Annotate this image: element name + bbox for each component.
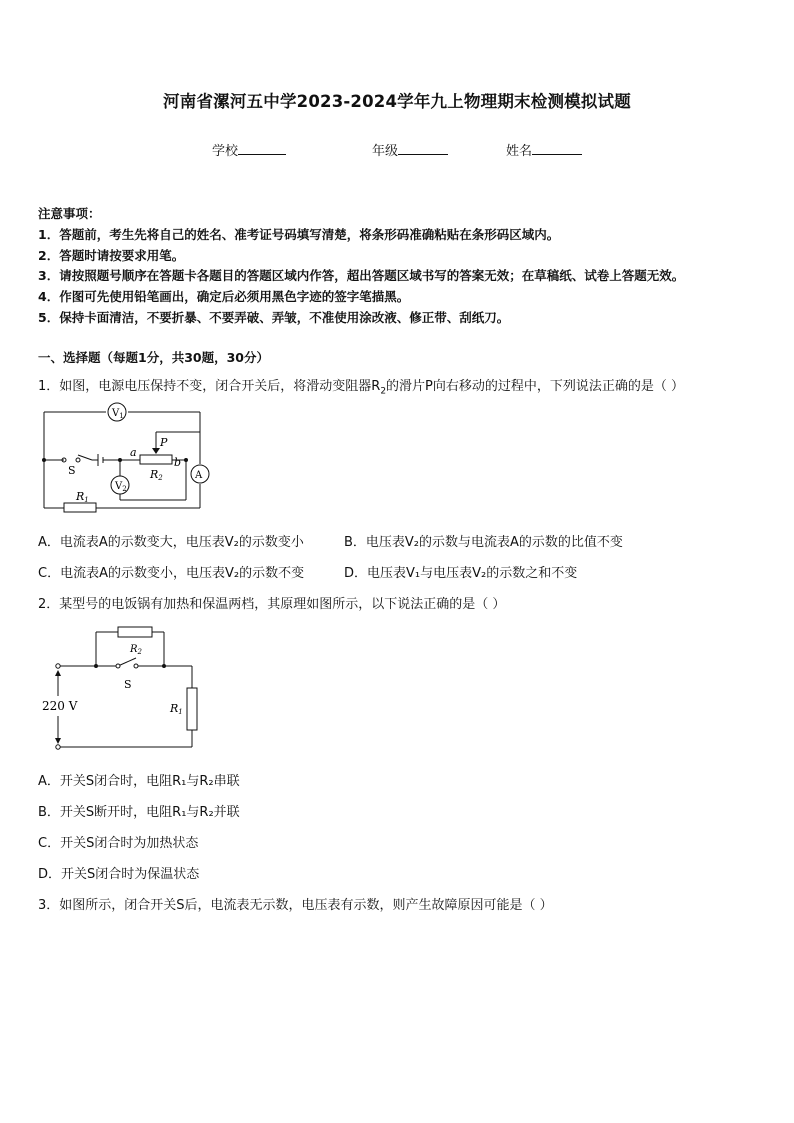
notice-item: 3．请按照题号顺序在答题卡各题目的答题区域内作答，超出答题区域书写的答案无效；在草稿纸、试卷上答题无效。 — [38, 268, 685, 283]
q2-option-d[interactable]: D．开关S闭合时为保温状态 — [38, 867, 200, 882]
point-b-label: b — [174, 456, 182, 469]
q1-option-a[interactable]: A．电流表A的示数变大，电压表V₂的示数变小 — [38, 535, 304, 550]
q1-option-c[interactable]: C．电流表A的示数变小，电压表V₂的示数不变 — [38, 566, 305, 581]
name-field — [506, 140, 582, 159]
grade-label: 年级 — [372, 144, 399, 159]
grade-blank[interactable] — [398, 141, 448, 155]
grade-field — [372, 140, 448, 159]
exam-title: 河南省漯河五中学2023-2024学年九上物理期末检测模拟试题 — [163, 92, 631, 111]
q2-option-b[interactable]: B．开关S断开时，电阻R₁与R₂并联 — [38, 805, 240, 820]
notice-item: 2．答题时请按要求用笔。 — [38, 248, 185, 263]
notice-item: 1．答题前，考生先将自己的姓名、准考证号码填写清楚，将条形码准确粘贴在条形码区域内。 — [38, 227, 560, 242]
point-a-label: a — [130, 446, 137, 459]
section-heading: 一、选择题（每题1分，共30题，30分） — [38, 350, 269, 365]
school-label: 学校 — [212, 144, 239, 159]
q1-option-b[interactable]: B．电压表V₂的示数与电流表A的示数的比值不变 — [344, 535, 623, 550]
question-1-circuit-diagram — [36, 400, 216, 518]
q2-option-a[interactable]: A．开关S闭合时，电阻R₁与R₂串联 — [38, 774, 240, 789]
name-label: 姓名 — [506, 144, 533, 159]
school-blank[interactable] — [238, 141, 286, 155]
switch-label: S — [68, 464, 76, 477]
school-field — [212, 140, 286, 159]
r1-label: R1 — [170, 702, 183, 716]
switch-label: S — [124, 678, 132, 691]
q1-option-d[interactable]: D．电压表V₁与电压表V₂的示数之和不变 — [344, 566, 578, 581]
r2-label: R2 — [150, 468, 163, 482]
v2-label: $V_2$ — [115, 481, 127, 493]
name-blank[interactable] — [532, 141, 582, 155]
r1-label: R1 — [76, 490, 89, 504]
slider-p-label: P — [160, 436, 168, 449]
r2-label: $R_2$ — [130, 644, 142, 656]
question-2-circuit-diagram — [36, 620, 206, 754]
question-1-stem: 1．如图，电源电压保持不变，闭合开关后，将滑动变阻器$R_2$的滑片P向右移动的过程中，下列说法正确的是（ ） — [38, 379, 685, 397]
notice-item: 4．作图可先使用铅笔画出，确定后必须用黑色字迹的签字笔描黑。 — [38, 289, 410, 304]
v1-label: $V_1$ — [112, 408, 124, 420]
notice-heading: 注意事项： — [38, 206, 101, 221]
q2-option-c[interactable]: C．开关S闭合时为加热状态 — [38, 836, 199, 851]
question-3-stem: 3．如图所示，闭合开关S后，电流表无示数，电压表有示数，则产生故障原因可能是（ ） — [38, 898, 553, 913]
voltage-label: 220 V — [42, 699, 78, 713]
ammeter-label: A — [195, 470, 203, 481]
question-2-stem: 2．某型号的电饭锅有加热和保温两档，其原理如图所示，以下说法正确的是（ ） — [38, 597, 506, 612]
notice-item: 5．保持卡面清洁，不要折暴、不要弄破、弄皱，不准使用涂改液、修正带、刮纸刀。 — [38, 310, 510, 325]
